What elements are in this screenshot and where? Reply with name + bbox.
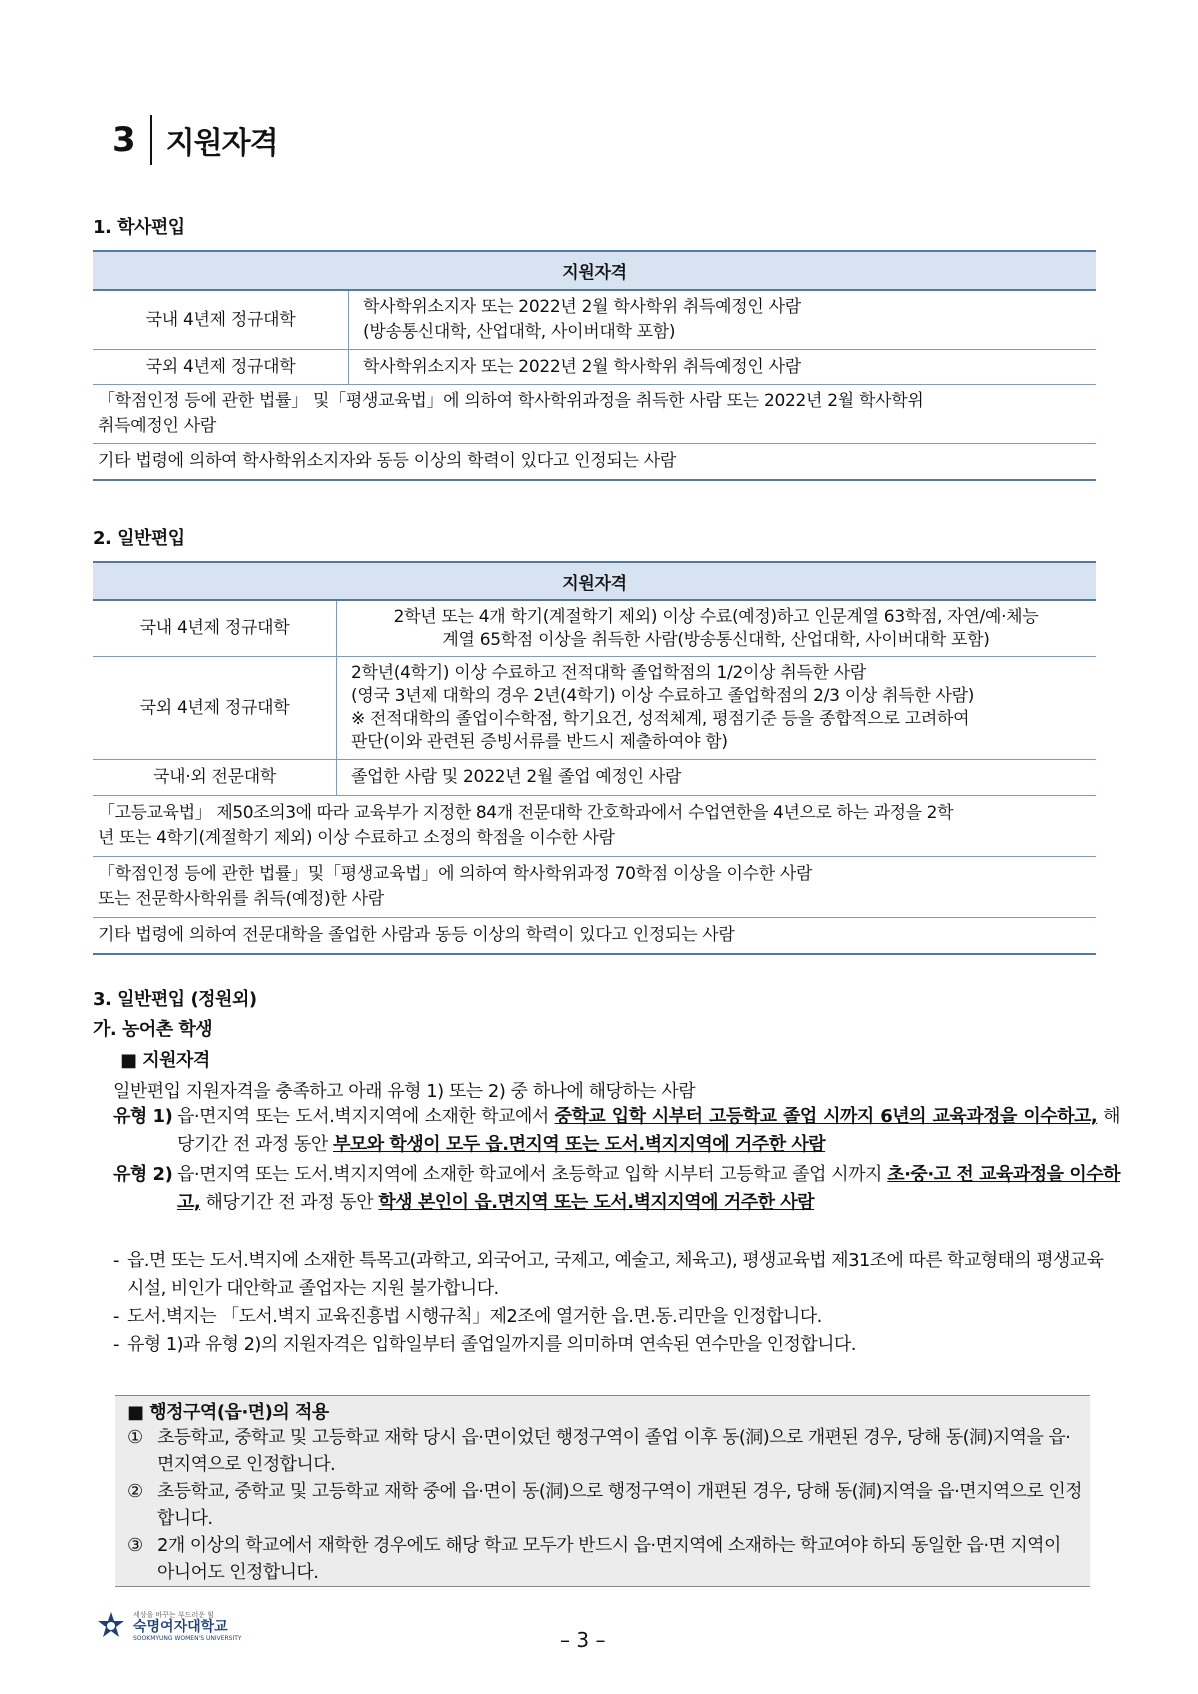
type-2 [113,1161,1120,1217]
box-title: ■ 행정구역(읍·면)의 적용 [127,1402,329,1423]
row-label: 국내 4년제 정규대학 [93,290,349,350]
district-rule-box [115,1395,1090,1587]
row-full [93,857,1096,918]
section-2-table [93,561,1096,955]
row-line: 또는 전문학사학위를 취득(예정)한 사람 [98,889,384,909]
row-value [337,657,1097,760]
row-line: 년 또는 4학기(계절학기 제외) 이상 수료하고 소정의 학점을 이수한 사람 [98,828,615,848]
table-row [93,444,1096,481]
logo-english: SOOKMYUNG WOMEN'S UNIVERSITY [133,1635,242,1642]
type-2-text: 읍·면지역 또는 도서.벽지지역에 소재한 학교에서 초등학교 입학 시부터 고등학교 졸업 시까지 초·중·고 전 교육과정을 이수하고, 해당기간 전 과정 동안 학생 본인이 읍.면지역 또는 도서.벽지지역에 거주한 사람 [177,1164,1120,1213]
row-value [349,290,1097,350]
type-1-text: 읍·면지역 또는 도서.벽지지역에 소재한 학교에서 중학교 입학 시부터 고등학교 졸업 시까지 6년의 교육과정을 이수하고, 해당기간 전 과정 동안 부모와 학생이 모두 읍.면지역 또는 도서.벽지지역에 거주한 사람 [177,1106,1121,1155]
row-line: 취득예정인 사람 [98,416,216,436]
row-full: 기타 법령에 의하여 전문대학을 졸업한 사람과 동등 이상의 학력이 있다고 인정되는 사람 [93,918,1096,955]
emblem-icon [95,1610,127,1642]
row-label: 국외 4년제 정규대학 [93,657,337,760]
table-row [93,385,1096,444]
table-row [93,796,1096,857]
row-full [93,796,1096,857]
row-label: 국외 4년제 정규대학 [93,350,349,385]
eligibility-marker: ■ 지원자격 [120,1050,210,1071]
logo-name: 숙명여자대학교 [133,1619,228,1635]
table-row [93,760,1096,796]
section-3-subheading: 가. 농어촌 학생 [93,1019,213,1040]
row-line: 판단(이와 관련된 증빙서류를 반드시 제출하여야 함) [351,732,728,752]
row-line: 2학년 또는 4개 학기(계절학기 제외) 이상 수료(예정)하고 인문계열 63학점, 자연/예·체능 [393,606,1039,627]
row-line: 학사학위소지자 또는 2022년 2월 학사학위 취득예정인 사람 [363,297,801,317]
notes [113,1247,1120,1359]
row-value: 학사학위소지자 또는 2022년 2월 학사학위 취득예정인 사람 [349,350,1097,385]
row-line: 「학점인정 등에 관한 법률」및「평생교육법」에 의하여 학사학위과정 70학점 이상을 이수한 사람 [98,864,813,884]
section-1-table [93,250,1096,481]
box-item: ③ 2개 이상의 학교에서 재학한 경우에도 해당 학교 모두가 반드시 읍·면지역에 소재하는 학교여야 하되 동일한 읍·면 지역이 아니어도 인정합니다. [127,1535,1061,1583]
logo-slogan: 세상을 바꾸는 부드러운 힘 [133,1611,215,1619]
row-line: 「고등교육법」 제50조의3에 따라 교육부가 지정한 84개 전문대학 간호학과에서 수업연한을 4년으로 하는 과정을 2학 [98,803,954,823]
row-label: 국내 4년제 정규대학 [93,600,337,657]
box-item: ① 초등학교, 중학교 및 고등학교 재학 당시 읍·면이었던 행정구역이 졸업 이후 동(洞)으로 개편된 경우, 당해 동(洞)지역을 읍·면지역으로 인정합니다. [127,1427,1071,1475]
table-row [93,918,1096,955]
row-line: (방송통신대학, 산업대학, 사이버대학 포함) [363,322,676,342]
type-1-label: 유형 1) [113,1106,173,1127]
table-header: 지원자격 [93,251,1096,290]
row-line: 「학점인정 등에 관한 법률」 및「평생교육법」에 의하여 학사학위과정을 취득한 사람 또는 2022년 2월 학사학위 [98,391,924,411]
chapter-number: 3 [112,115,152,165]
chapter-title: 지원자격 [165,126,278,161]
type-1 [113,1103,1120,1159]
row-line: (영국 3년제 대학의 경우 2년(4학기) 이상 수료하고 졸업학점의 2/3 이상 취득한 사람) [351,686,975,706]
row-label: 국내·외 전문대학 [93,760,337,796]
table-row [93,290,1096,350]
table-header: 지원자격 [93,562,1096,600]
row-full: 기타 법령에 의하여 학사학위소지자와 동등 이상의 학력이 있다고 인정되는 사람 [93,444,1096,481]
chapter-heading [112,112,278,168]
box-item: ② 초등학교, 중학교 및 고등학교 재학 중에 읍·면이 동(洞)으로 행정구역이 개편된 경우, 당해 동(洞)지역을 읍·면지역으로 인정합니다. [127,1481,1082,1529]
note-item: - 유형 1)과 유형 2)의 지원자격은 입학일부터 졸업일까지를 의미하며 연속된 연수만을 인정합니다. [113,1334,856,1355]
section-2-heading: 2. 일반편입 [93,528,185,549]
section-3-heading: 3. 일반편입 (정원외) [93,989,257,1010]
page-number: – 3 – [560,1628,606,1652]
row-line: ※ 전적대학의 졸업이수학점, 학기요건, 성적체계, 평점기준 등을 종합적으로 고려하여 [351,709,970,729]
row-full [93,385,1096,444]
section-1-heading: 1. 학사편입 [93,217,185,238]
note-item: - 도서.벽지는 「도서.벽지 교육진흥법 시행규칙」제2조에 열거한 읍.면.동.리만을 인정합니다. [113,1306,822,1327]
type-2-label: 유형 2) [113,1164,173,1185]
table-row [93,657,1096,760]
table-row [93,857,1096,918]
table-row [93,350,1096,385]
university-logo [95,1610,242,1642]
eligibility-intro: 일반편입 지원자격을 충족하고 아래 유형 1) 또는 2) 중 하나에 해당하는 사람 [113,1081,696,1102]
row-value [337,600,1097,657]
note-item: - 읍.면 또는 도서.벽지에 소재한 특목고(과학고, 외국어고, 국제고, 예술고, 체육고), 평생교육법 제31조에 따른 학교형태의 평생교육시설, 비인가 대안학교 졸업자는 지원 불가합니다. [113,1250,1104,1299]
table-row [93,600,1096,657]
row-value: 졸업한 사람 및 2022년 2월 졸업 예정인 사람 [337,760,1097,796]
row-line: 2학년(4학기) 이상 수료하고 전적대학 졸업학점의 1/2이상 취득한 사람 [351,663,867,683]
row-line: 계열 65학점 이상을 취득한 사람(방송통신대학, 산업대학, 사이버대학 포함) [442,629,990,650]
